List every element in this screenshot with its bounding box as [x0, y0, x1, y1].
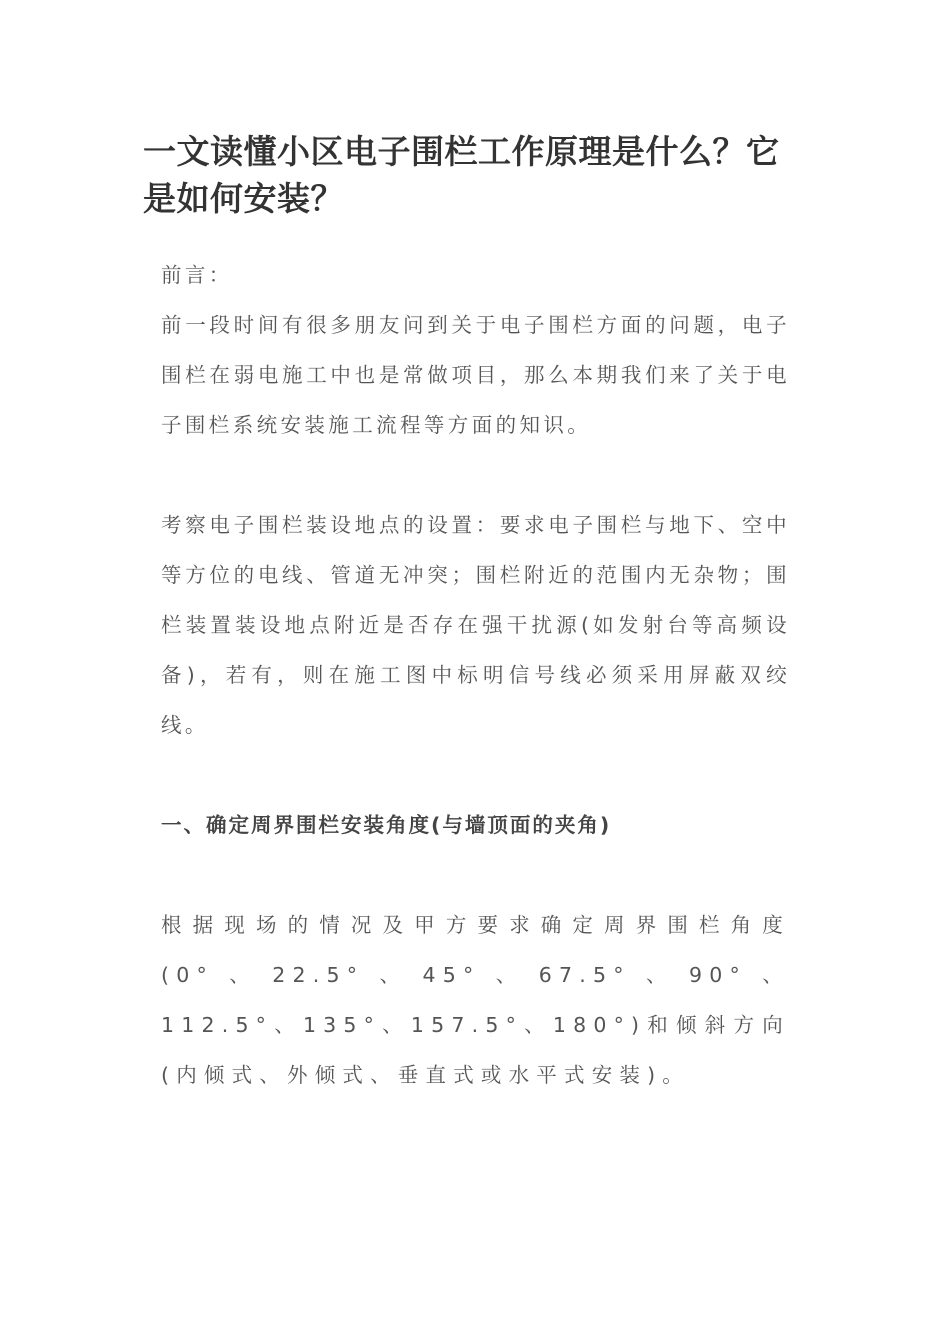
- document-title: 一文读懂小区电子围栏工作原理是什么？它是如何安装？: [143, 132, 780, 218]
- paragraph-spacer: [161, 850, 790, 900]
- preface-label: 前言：: [161, 263, 233, 287]
- intro-paragraph: 前一段时间有很多朋友问到关于电子围栏方面的问题，电子围栏在弱电施工中也是常做项目，那么本期我们来了关于电子围栏系统安装施工流程等方面的知识。: [161, 313, 790, 437]
- section-paragraph: 根据现场的情况及甲方要求确定周界围栏角度(0°、22.5°、45°、67.5°、90°、112.5°、135°、157.5°、180°)和倾斜方向(内倾式、外倾式、垂直式或水平式安装)。: [161, 913, 790, 1087]
- section-heading: 一、确定周界围栏安装角度(与墙顶面的夹角): [161, 813, 612, 837]
- survey-paragraph: 考察电子围栏装设地点的设置：要求电子围栏与地下、空中等方位的电线、管道无冲突；围栏附近的范围内无杂物；围栏装置装设地点附近是否存在强干扰源(如发射台等高频设备)，若有，则在施工图中标明信号线必须采用屏蔽双绞线。: [161, 513, 790, 737]
- document-body: [161, 250, 790, 1100]
- paragraph-spacer: [161, 750, 790, 800]
- paragraph-spacer: [161, 450, 790, 500]
